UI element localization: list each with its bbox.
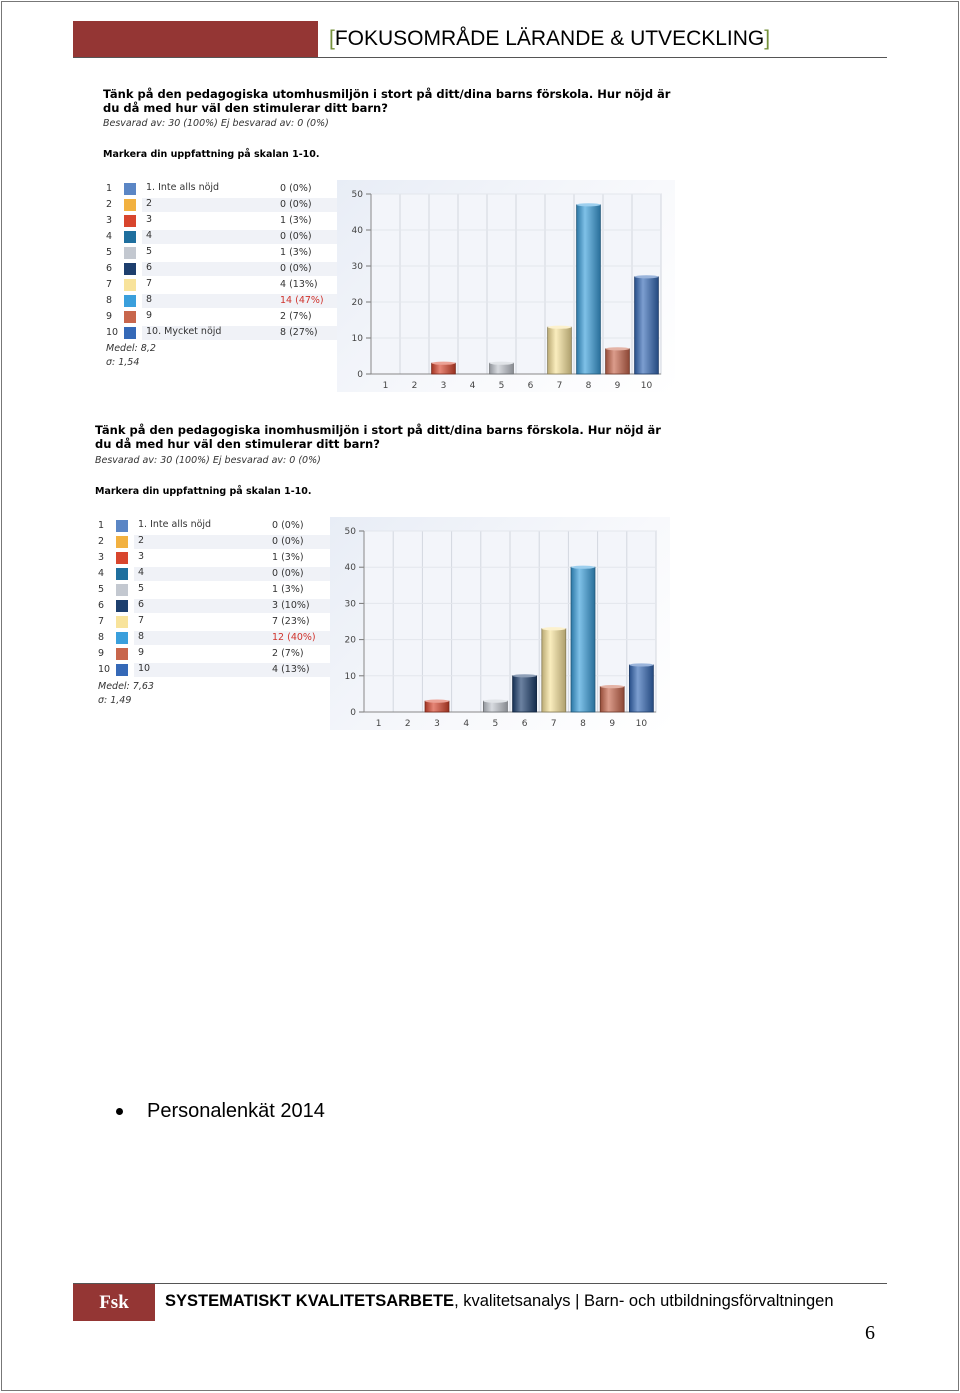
legend-label: 9 xyxy=(146,310,153,321)
legend-number: 10 xyxy=(106,327,119,338)
legend xyxy=(98,518,330,678)
scale-instruction: Markera din uppfattning på skalan 1-10. xyxy=(95,486,312,497)
y-tick-label: 10 xyxy=(351,334,363,344)
x-tick-label: 7 xyxy=(550,719,557,729)
legend-label: 1. Inte alls nöjd xyxy=(146,182,220,193)
legend-label: 5 xyxy=(146,246,153,257)
header-color-block xyxy=(73,21,318,57)
bar-3 xyxy=(425,701,449,712)
legend-label: 4 xyxy=(138,567,145,578)
x-tick-label: 3 xyxy=(440,381,447,391)
legend-value: 2 (7%) xyxy=(280,311,312,322)
header-rule xyxy=(73,57,887,58)
legend-swatch xyxy=(116,664,128,676)
legend-number: 8 xyxy=(106,295,113,306)
y-tick-label: 20 xyxy=(344,635,356,646)
legend-swatch xyxy=(116,552,128,564)
answered-count: Besvarad av: 30 (100%) Ej besvarad av: 0 (0%) xyxy=(95,455,321,466)
legend-label: 4 xyxy=(146,230,153,241)
y-tick-label: 50 xyxy=(351,190,363,200)
legend-row xyxy=(98,662,330,678)
x-tick-label: 1 xyxy=(382,381,389,391)
legend-swatch xyxy=(116,600,128,612)
legend-swatch xyxy=(124,247,136,259)
legend-swatch xyxy=(116,648,128,660)
legend-row xyxy=(98,518,330,534)
legend-row xyxy=(98,566,330,582)
legend-number: 4 xyxy=(106,231,113,242)
bar-top-9 xyxy=(606,347,630,350)
legend-swatch xyxy=(124,295,136,307)
legend-row xyxy=(98,582,330,598)
legend-row xyxy=(98,534,330,550)
legend-label: 10. Mycket nöjd xyxy=(146,326,222,337)
bar-chart-svg xyxy=(330,517,670,730)
x-tick-label: 6 xyxy=(521,719,528,729)
x-tick-label: 7 xyxy=(556,381,563,391)
legend-label: 6 xyxy=(138,599,145,610)
legend-value: 0 (0%) xyxy=(280,199,312,210)
x-tick-label: 5 xyxy=(498,381,505,391)
legend-row xyxy=(106,325,338,341)
bar-top-10 xyxy=(629,663,653,666)
bar-9 xyxy=(606,349,630,374)
legend-number: 8 xyxy=(98,632,105,643)
x-tick-label: 6 xyxy=(527,381,534,391)
legend-row xyxy=(98,614,330,630)
legend-value: 1 (3%) xyxy=(280,215,312,226)
x-tick-label: 5 xyxy=(492,719,499,729)
bar-top-5 xyxy=(490,362,514,365)
legend-row xyxy=(106,181,338,197)
legend-label: 1. Inte alls nöjd xyxy=(138,519,212,530)
legend-number: 5 xyxy=(98,584,105,595)
legend-row xyxy=(106,293,338,309)
bar-top-3 xyxy=(432,362,456,365)
legend-label: 10 xyxy=(138,663,151,674)
legend-value: 4 (13%) xyxy=(272,664,310,675)
legend-label: 7 xyxy=(146,278,153,289)
legend-number: 6 xyxy=(106,263,113,274)
legend-number: 1 xyxy=(98,520,105,531)
y-tick-label: 20 xyxy=(351,298,363,308)
header-title xyxy=(329,27,770,51)
legend-swatch xyxy=(116,584,128,596)
bar-10 xyxy=(629,665,653,712)
bar-9 xyxy=(600,687,624,712)
legend-swatch xyxy=(124,231,136,243)
legend-value: 2 (7%) xyxy=(272,648,304,659)
sigma-value: σ: 1,54 xyxy=(106,357,140,368)
legend-number: 6 xyxy=(98,600,105,611)
x-tick-label: 9 xyxy=(614,381,621,391)
legend-row xyxy=(106,309,338,325)
bar-8 xyxy=(571,567,595,712)
y-tick-label: 10 xyxy=(344,671,356,682)
legend-value: 1 (3%) xyxy=(280,247,312,258)
y-tick-label: 0 xyxy=(350,708,356,718)
legend-number: 7 xyxy=(98,616,105,627)
legend-row xyxy=(98,550,330,566)
x-tick-label: 8 xyxy=(580,719,586,729)
legend-label: 8 xyxy=(146,294,153,305)
bar-top-8 xyxy=(577,203,601,206)
y-tick-label: 30 xyxy=(351,262,363,272)
legend-row xyxy=(106,261,338,277)
legend-label: 7 xyxy=(138,615,145,626)
bar-chart xyxy=(330,517,670,730)
legend-swatch xyxy=(124,279,136,291)
y-tick-label: 40 xyxy=(351,226,363,236)
legend-number: 2 xyxy=(106,199,113,210)
legend-row xyxy=(106,213,338,229)
bar-chart-svg xyxy=(337,180,675,392)
legend-label: 3 xyxy=(146,214,153,225)
y-tick-label: 40 xyxy=(344,563,356,574)
legend-row xyxy=(106,229,338,245)
question-line-1: Tänk på den pedagogiska utomhusmiljön i stort på ditt/dina barns förskola. Hur nöjd är xyxy=(103,87,671,101)
legend-swatch xyxy=(116,568,128,580)
x-tick-label: 2 xyxy=(404,719,411,729)
legend-swatch xyxy=(124,327,136,339)
x-tick-label: 4 xyxy=(469,381,476,391)
legend-value: 7 (23%) xyxy=(272,616,310,627)
answered-count: Besvarad av: 30 (100%) Ej besvarad av: 0 (0%) xyxy=(103,118,329,129)
question-line-2: du då med hur väl den stimulerar ditt barn? xyxy=(95,437,380,451)
x-tick-label: 3 xyxy=(434,719,440,729)
bar-chart xyxy=(337,180,675,392)
x-tick-label: 10 xyxy=(635,719,648,729)
footer-rule xyxy=(73,1283,887,1284)
x-tick-label: 2 xyxy=(411,381,418,391)
question-line-1: Tänk på den pedagogiska inomhusmiljön i stort på ditt/dina barns förskola. Hur nöjd är xyxy=(95,423,661,437)
page-number: 6 xyxy=(865,1322,875,1344)
legend-swatch xyxy=(124,263,136,275)
bar-top-10 xyxy=(635,275,659,278)
legend-swatch xyxy=(124,215,136,227)
legend-swatch xyxy=(116,536,128,548)
legend-label: 8 xyxy=(138,631,145,642)
legend-value: 1 (3%) xyxy=(272,584,304,595)
mean-value: Medel: 7,63 xyxy=(98,681,154,692)
legend-label: 5 xyxy=(138,583,145,594)
bar-top-5 xyxy=(483,700,507,703)
legend-value: 12 (40%) xyxy=(272,632,316,643)
legend-swatch xyxy=(116,520,128,532)
legend-label: 2 xyxy=(146,198,153,209)
legend-number: 9 xyxy=(106,311,113,322)
legend-label: 9 xyxy=(138,647,145,658)
bar-top-8 xyxy=(571,566,595,569)
legend-value: 0 (0%) xyxy=(280,231,312,242)
bar-7 xyxy=(542,629,566,712)
legend-row xyxy=(98,646,330,662)
sigma-value: σ: 1,49 xyxy=(98,695,132,706)
legend-row xyxy=(98,598,330,614)
bar-6 xyxy=(513,676,537,712)
x-tick-label: 1 xyxy=(375,719,382,729)
x-tick-label: 8 xyxy=(585,381,592,391)
bar-top-9 xyxy=(600,685,624,688)
legend-row xyxy=(106,245,338,261)
legend-swatch xyxy=(124,183,136,195)
x-tick-label: 4 xyxy=(463,719,470,729)
legend-number: 5 xyxy=(106,247,113,258)
legend-number: 9 xyxy=(98,648,105,659)
legend-number: 3 xyxy=(106,215,113,226)
legend-value: 0 (0%) xyxy=(272,536,304,547)
bar-top-7 xyxy=(548,326,572,329)
legend-number: 4 xyxy=(98,568,105,579)
legend-row xyxy=(98,630,330,646)
legend-value: 0 (0%) xyxy=(280,183,312,194)
bar-5 xyxy=(483,701,507,712)
scale-instruction: Markera din uppfattning på skalan 1-10. xyxy=(103,149,320,160)
header-bracket-close: ] xyxy=(764,27,771,50)
bullet-icon xyxy=(116,1108,123,1115)
legend-value: 1 (3%) xyxy=(272,552,304,563)
header-title-text: FOKUSOMRÅDE LÄRANDE & UTVECKLING xyxy=(334,27,765,50)
legend-number: 3 xyxy=(98,552,105,563)
survey-question xyxy=(103,87,670,115)
y-tick-label: 50 xyxy=(344,527,356,537)
bar-top-7 xyxy=(542,627,566,630)
legend-label: 3 xyxy=(138,551,145,562)
legend-number: 7 xyxy=(106,279,113,290)
x-tick-label: 10 xyxy=(640,381,653,391)
legend-swatch xyxy=(116,616,128,628)
legend-number: 10 xyxy=(98,664,111,675)
footer-rest-text: , kvalitetsanalys | Barn- och utbildningsförvaltningen xyxy=(454,1292,834,1310)
legend-label: 2 xyxy=(138,535,145,546)
legend-swatch xyxy=(116,632,128,644)
legend-row xyxy=(106,197,338,213)
legend-value: 14 (47%) xyxy=(280,295,324,306)
legend-swatch xyxy=(124,311,136,323)
legend-value: 4 (13%) xyxy=(280,279,318,290)
survey-question xyxy=(95,423,661,451)
bar-3 xyxy=(432,363,456,374)
bar-5 xyxy=(490,363,514,374)
header-bracket-open: [ xyxy=(329,27,335,50)
footer-bold-text: SYSTEMATISKT KVALITETSARBETE xyxy=(165,1292,455,1310)
bar-7 xyxy=(548,327,572,374)
bar-10 xyxy=(635,277,659,374)
y-tick-label: 0 xyxy=(357,370,363,380)
bar-8 xyxy=(577,205,601,374)
footer-badge: Fsk xyxy=(73,1284,155,1321)
legend-value: 3 (10%) xyxy=(272,600,310,611)
legend xyxy=(106,181,338,341)
bar-top-6 xyxy=(513,674,537,677)
question-line-2: du då med hur väl den stimulerar ditt barn? xyxy=(103,101,388,115)
footer-text xyxy=(165,1292,834,1311)
bullet-item: Personalenkät 2014 xyxy=(147,1100,325,1122)
legend-number: 2 xyxy=(98,536,105,547)
legend-value: 0 (0%) xyxy=(272,520,304,531)
legend-label: 6 xyxy=(146,262,153,273)
legend-swatch xyxy=(124,199,136,211)
legend-value: 0 (0%) xyxy=(280,263,312,274)
legend-value: 8 (27%) xyxy=(280,327,318,338)
mean-value: Medel: 8,2 xyxy=(106,343,156,354)
legend-number: 1 xyxy=(106,183,113,194)
bar-top-3 xyxy=(425,700,449,703)
legend-value: 0 (0%) xyxy=(272,568,304,579)
x-tick-label: 9 xyxy=(609,719,616,729)
legend-row xyxy=(106,277,338,293)
y-tick-label: 30 xyxy=(344,599,356,610)
